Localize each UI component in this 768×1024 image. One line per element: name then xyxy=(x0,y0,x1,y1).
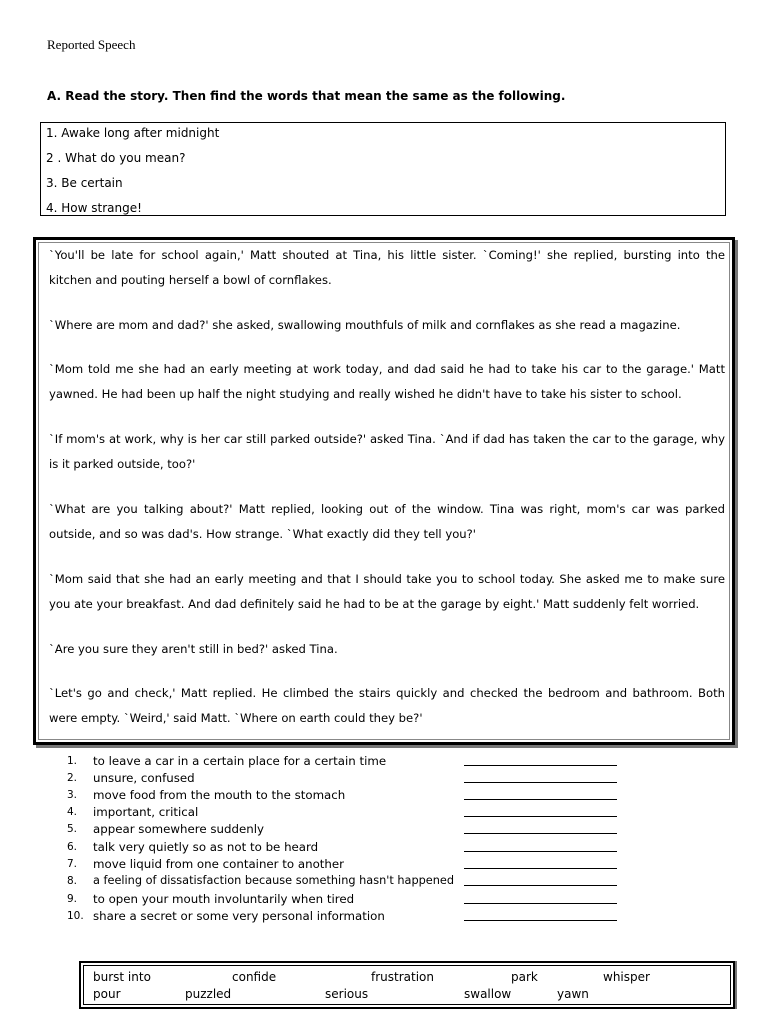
vocab-number: 6. xyxy=(67,840,78,853)
vocab-definition: talk very quietly so as not to be heard xyxy=(93,839,319,854)
answer-blank[interactable] xyxy=(464,903,617,904)
question-row xyxy=(46,148,185,168)
question-row xyxy=(46,173,123,193)
vocab-number: 8. xyxy=(67,874,78,887)
word-bank-item: serious xyxy=(325,987,369,1001)
vocab-item xyxy=(67,769,627,786)
story-paragraph: `Are you sure they aren't still in bed?' asked Tina. xyxy=(49,642,338,656)
vocab-definition: to open your mouth involuntarily when tired xyxy=(93,891,355,906)
vocab-item xyxy=(67,803,627,820)
vocab-definition: important, critical xyxy=(93,804,199,819)
question-label: 3. Be certain xyxy=(46,176,123,190)
story-paragraph: `Where are mom and dad?' she asked, swallowing mouthfuls of milk and cornflakes as she read a magazine. xyxy=(49,318,681,332)
answer-blank[interactable] xyxy=(464,799,617,800)
vocab-definition: move food from the mouth to the stomach xyxy=(93,787,346,802)
vocab-definition: share a secret or some very personal information xyxy=(93,908,385,923)
story-paragraph: `Mom told me she had an early meeting at work today, and dad said he had to take his car to the garage.' Matt yawned. He had been up half the night studying and really wished he didn't have to take his sister to school. xyxy=(49,362,725,401)
story-box xyxy=(33,237,735,745)
vocab-item xyxy=(67,855,627,872)
vocab-number: 5. xyxy=(67,822,78,835)
story-paragraph: `What are you talking about?' Matt replied, looking out of the window. Tina was right, mom's car was parked outside, and so was dad's. How strange. `What exactly did they tell you?' xyxy=(49,502,725,541)
vocab-number: 10. xyxy=(67,909,84,922)
story-paragraph: `Let's go and check,' Matt replied. He climbed the stairs quickly and checked the bedroom and bathroom. Both were empty. `Weird,' said Matt. `Where on earth could they be?' xyxy=(49,686,725,725)
vocab-item xyxy=(67,890,627,907)
word-bank-item: swallow xyxy=(464,987,512,1001)
vocab-number: 4. xyxy=(67,805,78,818)
word-bank-item: yawn xyxy=(557,987,589,1001)
question-label: 2 . What do you mean? xyxy=(46,151,186,165)
story-paragraph: `If mom's at work, why is her car still parked outside?' asked Tina. `And if dad has taken the car to the garage, why is it parked outside, too?' xyxy=(49,432,725,471)
word-bank-item: burst into xyxy=(93,970,151,984)
word-bank-item: whisper xyxy=(603,970,650,984)
definitions-box xyxy=(40,122,726,216)
vocab-number: 2. xyxy=(67,771,78,784)
word-bank-item: puzzled xyxy=(185,987,232,1001)
question-label: 4. How strange! xyxy=(46,201,142,215)
vocab-item xyxy=(67,838,627,855)
word-bank-item: frustration xyxy=(371,970,434,984)
vocab-item xyxy=(67,786,627,803)
vocab-item xyxy=(67,752,627,769)
answer-blank[interactable] xyxy=(464,920,617,921)
vocab-number: 9. xyxy=(67,892,78,905)
question-label: 1. Awake long after midnight xyxy=(46,126,220,140)
answer-blank[interactable] xyxy=(464,868,617,869)
page-title: Reported Speech xyxy=(47,37,136,52)
vocab-number: 1. xyxy=(67,754,78,767)
answer-blank[interactable] xyxy=(464,816,617,817)
vocab-number: 7. xyxy=(67,857,78,870)
answer-blank[interactable] xyxy=(464,782,617,783)
answer-blank[interactable] xyxy=(464,833,617,834)
word-bank-item: pour xyxy=(93,987,121,1001)
answer-blank[interactable] xyxy=(464,885,617,886)
vocab-definition: move liquid from one container to another xyxy=(93,856,345,871)
vocab-number: 3. xyxy=(67,788,78,801)
vocab-definition: to leave a car in a certain place for a certain time xyxy=(93,753,387,768)
word-bank xyxy=(79,961,735,1009)
vocab-item xyxy=(67,820,627,837)
vocab-definition: appear somewhere suddenly xyxy=(93,821,264,836)
vocab-definition: unsure, confused xyxy=(93,770,195,785)
word-bank-item: park xyxy=(511,970,538,984)
story-paragraph: `Mom said that she had an early meeting and that I should take you to school today. She asked me to make sure you ate your breakfast. And dad definitely said he had to be at the garage by eight.' Matt suddenly felt worried. xyxy=(49,572,725,611)
question-row xyxy=(46,123,219,143)
vocab-item xyxy=(67,872,627,889)
question-row xyxy=(46,198,142,218)
vocab-item xyxy=(67,907,627,924)
answer-blank[interactable] xyxy=(464,851,617,852)
answer-blank[interactable] xyxy=(464,765,617,766)
word-bank-item: confide xyxy=(232,970,277,984)
story-paragraph: `You'll be late for school again,' Matt shouted at Tina, his little sister. `Coming!' she replied, bursting into the kitchen and pouting herself a bowl of cornflakes. xyxy=(49,248,725,287)
exercise-instruction: A. Read the story. Then find the words that mean the same as the following. xyxy=(47,89,566,103)
vocab-definition: a feeling of dissatisfaction because something hasn't happened xyxy=(93,874,455,887)
